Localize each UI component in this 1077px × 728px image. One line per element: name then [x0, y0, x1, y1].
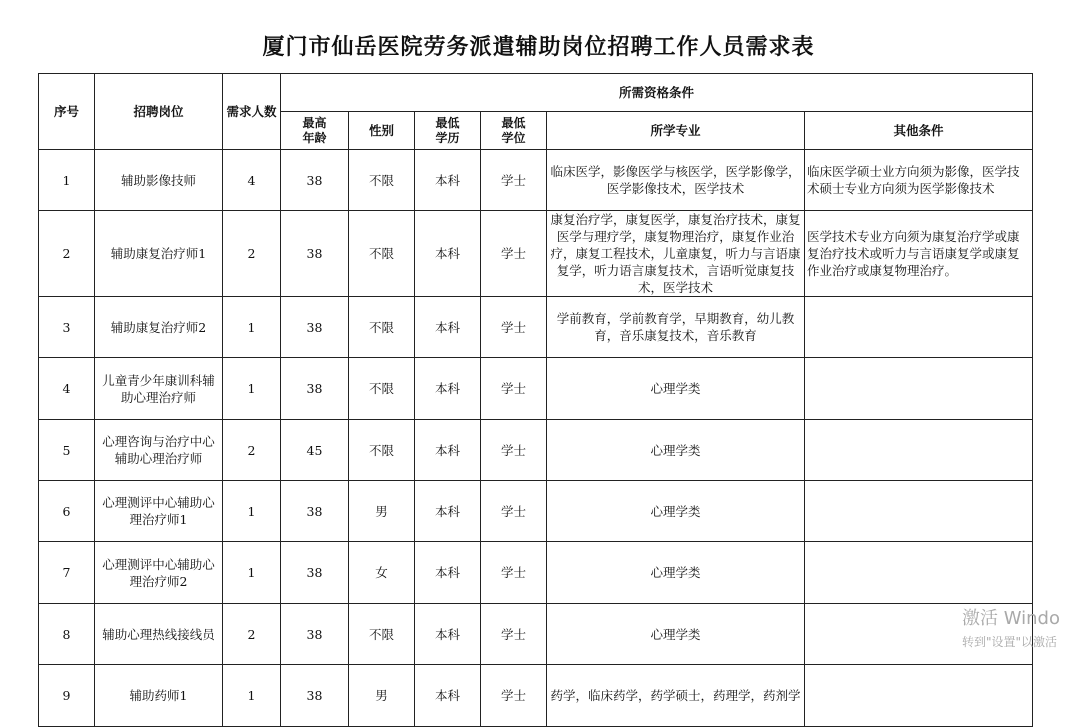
cell-degree: 学士 — [481, 420, 547, 481]
cell-education: 本科 — [415, 481, 481, 542]
cell-other — [805, 420, 1033, 481]
cell-major: 药学，临床药学，药学硕士，药理学，药剂学 — [547, 665, 805, 727]
cell-other: 医学技术专业方向须为康复治疗学或康复治疗技术或听力与言语康复学或康复作业治疗或康复物理治疗。 — [805, 211, 1033, 297]
cell-count: 1 — [223, 481, 281, 542]
cell-age: 38 — [281, 481, 349, 542]
cell-age: 38 — [281, 150, 349, 211]
page-title: 厦门市仙岳医院劳务派遣辅助岗位招聘工作人员需求表 — [262, 35, 815, 60]
cell-degree: 学士 — [481, 297, 547, 358]
table-row — [39, 297, 1033, 358]
cell-count: 2 — [223, 604, 281, 665]
cell-position: 辅助心理热线接线员 — [95, 604, 223, 665]
cell-other — [805, 542, 1033, 604]
cell-gender: 不限 — [349, 150, 415, 211]
cell-other — [805, 358, 1033, 420]
table-row — [39, 211, 1033, 297]
cell-education: 本科 — [415, 420, 481, 481]
cell-education: 本科 — [415, 604, 481, 665]
cell-count: 1 — [223, 665, 281, 727]
cell-seq: 4 — [39, 358, 95, 420]
cell-gender: 不限 — [349, 358, 415, 420]
cell-other: 临床医学硕士业方向须为影像，医学技术硕士专业方向须为医学影像技术 — [805, 150, 1033, 211]
cell-position: 辅助康复治疗师2 — [95, 297, 223, 358]
cell-count: 1 — [223, 542, 281, 604]
cell-education: 本科 — [415, 297, 481, 358]
cell-major: 临床医学，影像医学与核医学，医学影像学，医学影像技术，医学技术 — [547, 150, 805, 211]
cell-degree: 学士 — [481, 481, 547, 542]
header-qualifications: 所需资格条件 — [281, 74, 1033, 112]
cell-count: 1 — [223, 297, 281, 358]
cell-education: 本科 — [415, 542, 481, 604]
cell-major: 康复治疗学，康复医学，康复治疗技术，康复医学与理疗学，康复物理治疗，康复作业治疗，康复工程技术，儿童康复，听力与言语康复学，听力语言康复技术，言语听觉康复技术，医学技术 — [547, 211, 805, 297]
cell-major: 学前教育，学前教育学，早期教育，幼儿教育，音乐康复技术，音乐教育 — [547, 297, 805, 358]
header-max-age: 最高 年龄 — [281, 112, 349, 150]
cell-major: 心理学类 — [547, 604, 805, 665]
cell-count: 4 — [223, 150, 281, 211]
cell-age: 45 — [281, 420, 349, 481]
cell-count: 1 — [223, 358, 281, 420]
cell-seq: 7 — [39, 542, 95, 604]
cell-major: 心理学类 — [547, 481, 805, 542]
table-row — [39, 150, 1033, 211]
header-major: 所学专业 — [547, 112, 805, 150]
cell-age: 38 — [281, 604, 349, 665]
cell-other — [805, 297, 1033, 358]
table-row — [39, 604, 1033, 665]
cell-degree: 学士 — [481, 542, 547, 604]
table-row — [39, 420, 1033, 481]
cell-age: 38 — [281, 211, 349, 297]
cell-seq: 5 — [39, 420, 95, 481]
header-count: 需求人数 — [223, 74, 281, 150]
cell-position: 心理咨询与治疗中心辅助心理治疗师 — [95, 420, 223, 481]
cell-gender: 不限 — [349, 211, 415, 297]
cell-count: 2 — [223, 211, 281, 297]
cell-education: 本科 — [415, 358, 481, 420]
header-min-degree: 最低 学位 — [481, 112, 547, 150]
header-other: 其他条件 — [805, 112, 1033, 150]
cell-position: 心理测评中心辅助心理治疗师2 — [95, 542, 223, 604]
cell-seq: 2 — [39, 211, 95, 297]
cell-seq: 6 — [39, 481, 95, 542]
cell-position: 辅助康复治疗师1 — [95, 211, 223, 297]
header-seq: 序号 — [39, 74, 95, 150]
cell-age: 38 — [281, 358, 349, 420]
header-gender: 性别 — [349, 112, 415, 150]
cell-seq: 8 — [39, 604, 95, 665]
table-row — [39, 481, 1033, 542]
cell-gender: 男 — [349, 481, 415, 542]
cell-position: 辅助药师1 — [95, 665, 223, 727]
cell-major: 心理学类 — [547, 358, 805, 420]
watermark-line1: 激活 Windo — [962, 608, 1060, 629]
cell-education: 本科 — [415, 211, 481, 297]
cell-position: 儿童青少年康训科辅助心理治疗师 — [95, 358, 223, 420]
cell-position: 辅助影像技师 — [95, 150, 223, 211]
cell-gender: 不限 — [349, 420, 415, 481]
cell-gender: 男 — [349, 665, 415, 727]
cell-education: 本科 — [415, 665, 481, 727]
cell-degree: 学士 — [481, 150, 547, 211]
cell-degree: 学士 — [481, 211, 547, 297]
cell-major: 心理学类 — [547, 420, 805, 481]
cell-seq: 9 — [39, 665, 95, 727]
cell-other — [805, 665, 1033, 727]
cell-major: 心理学类 — [547, 542, 805, 604]
cell-other — [805, 481, 1033, 542]
table-row — [39, 665, 1033, 727]
cell-age: 38 — [281, 542, 349, 604]
cell-gender: 不限 — [349, 604, 415, 665]
watermark-line2: 转到"设置"以激活 — [962, 635, 1058, 649]
cell-seq: 1 — [39, 150, 95, 211]
table-row — [39, 542, 1033, 604]
cell-age: 38 — [281, 665, 349, 727]
cell-age: 38 — [281, 297, 349, 358]
cell-degree: 学士 — [481, 665, 547, 727]
recruitment-table — [38, 73, 1033, 727]
cell-gender: 不限 — [349, 297, 415, 358]
cell-seq: 3 — [39, 297, 95, 358]
header-min-education: 最低 学历 — [415, 112, 481, 150]
windows-activation-watermark — [962, 608, 1060, 651]
cell-position: 心理测评中心辅助心理治疗师1 — [95, 481, 223, 542]
cell-count: 2 — [223, 420, 281, 481]
cell-education: 本科 — [415, 150, 481, 211]
cell-degree: 学士 — [481, 604, 547, 665]
cell-degree: 学士 — [481, 358, 547, 420]
cell-gender: 女 — [349, 542, 415, 604]
table-row — [39, 358, 1033, 420]
header-position: 招聘岗位 — [95, 74, 223, 150]
